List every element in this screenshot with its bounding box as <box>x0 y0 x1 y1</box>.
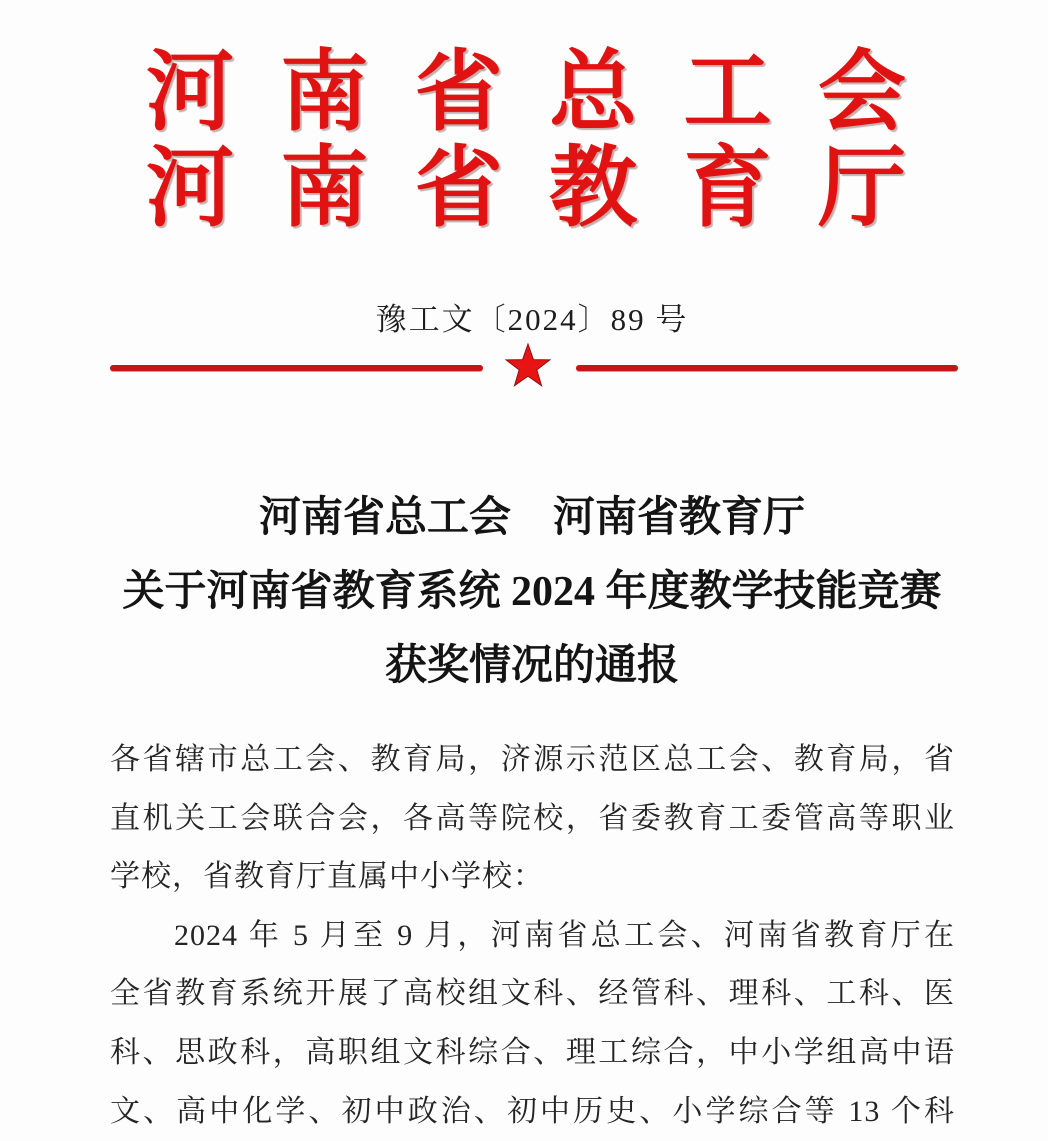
letterhead-char: 河 <box>146 141 235 238</box>
letterhead-char: 南 <box>280 141 369 238</box>
authority-line-1 <box>146 46 906 142</box>
body-line: 各省辖市总工会、教育局，济源示范区总工会、教育局，省 <box>110 743 955 776</box>
divider-line-left <box>110 365 483 371</box>
body-line: 学校，省教育厅直属中小学校： <box>110 860 544 894</box>
document-title <box>0 481 1048 703</box>
body-line: 2024 年 5 月至 9 月，河南省总工会、河南省教育厅在 <box>174 918 955 952</box>
letterhead <box>146 46 906 238</box>
letterhead-char: 南 <box>280 45 369 142</box>
letterhead-char: 会 <box>817 45 906 142</box>
document-number: 豫工文〔2024〕89 号 <box>375 302 689 337</box>
letterhead-char: 厅 <box>817 141 906 238</box>
letterhead-char: 省 <box>414 141 503 238</box>
letterhead-char: 河 <box>146 45 235 142</box>
title-line-2: 关于河南省教育系统 2024 年度教学技能竞赛 <box>122 569 942 615</box>
title-line-1: 河南省总工会 河南省教育厅 <box>258 495 805 541</box>
body-line: 全省教育系统开展了高校组文科、经管科、理科、工科、医 <box>110 977 955 1011</box>
authority-line-2 <box>146 142 906 238</box>
letterhead-char: 总 <box>549 45 638 142</box>
letterhead-char: 省 <box>414 45 503 142</box>
letterhead-char: 教 <box>549 141 638 238</box>
letterhead-char: 育 <box>683 141 772 238</box>
title-line-3: 获奖情况的通报 <box>384 643 679 689</box>
letterhead-char: 工 <box>683 45 772 142</box>
body-line: 文、高中化学、初中政治、初中历史、小学综合等 13 个科 <box>110 1094 955 1128</box>
letterhead-divider <box>0 342 1048 396</box>
body-line: 科、思政科，高职组文科综合、理工综合，中小学组高中语 <box>110 1035 955 1069</box>
body-line: 直机关工会联合会，各高等院校，省委教育工委管高等职业 <box>110 801 955 835</box>
red-star-icon <box>504 342 552 392</box>
divider-line-right <box>576 365 958 371</box>
document-body <box>110 731 955 1141</box>
